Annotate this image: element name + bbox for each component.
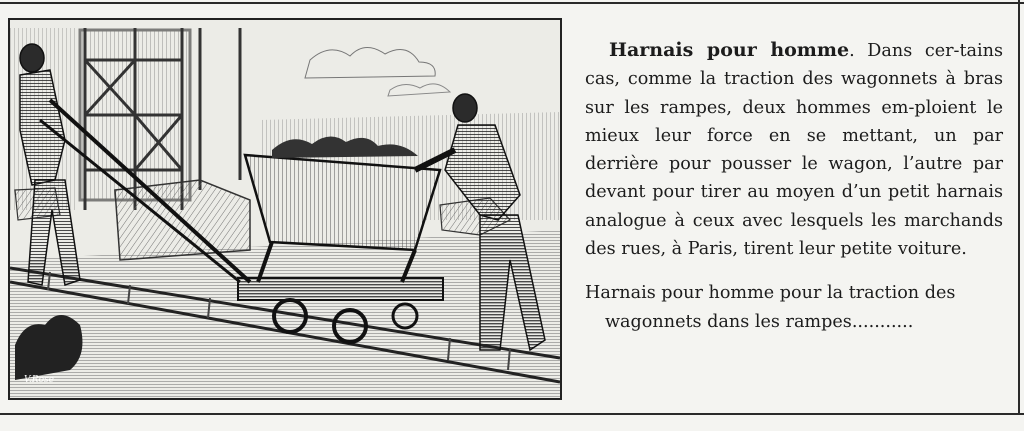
engraving-svg — [10, 20, 560, 398]
article-title: Harnais pour homme — [609, 39, 850, 61]
article-text — [585, 36, 1003, 336]
artist-signature: V.Rose — [24, 375, 54, 385]
engraving-illustration — [8, 18, 562, 400]
article-body: . Dans cer-tains cas, comme la traction des wagonnets à bras sur les rampes, deux hommes em-ploient le mieux leur force en se mettant, un par derrière pour pousser le wagon, l’autre par devant pour tirer au moyen d’un petit harnais analogue à ceux avec lesquels les marchands des rues, à Paris, tirent leur petite voiture. — [585, 41, 1004, 260]
caption-line-1: Harnais pour homme pour la traction des — [585, 283, 956, 304]
right-rule — [1018, 0, 1020, 415]
article-paragraph — [585, 36, 1003, 263]
caption-line-2: wagonnets dans les rampes........... — [605, 311, 914, 332]
caption — [585, 279, 1003, 336]
top-rule — [0, 2, 1024, 4]
bottom-rule — [0, 413, 1024, 415]
